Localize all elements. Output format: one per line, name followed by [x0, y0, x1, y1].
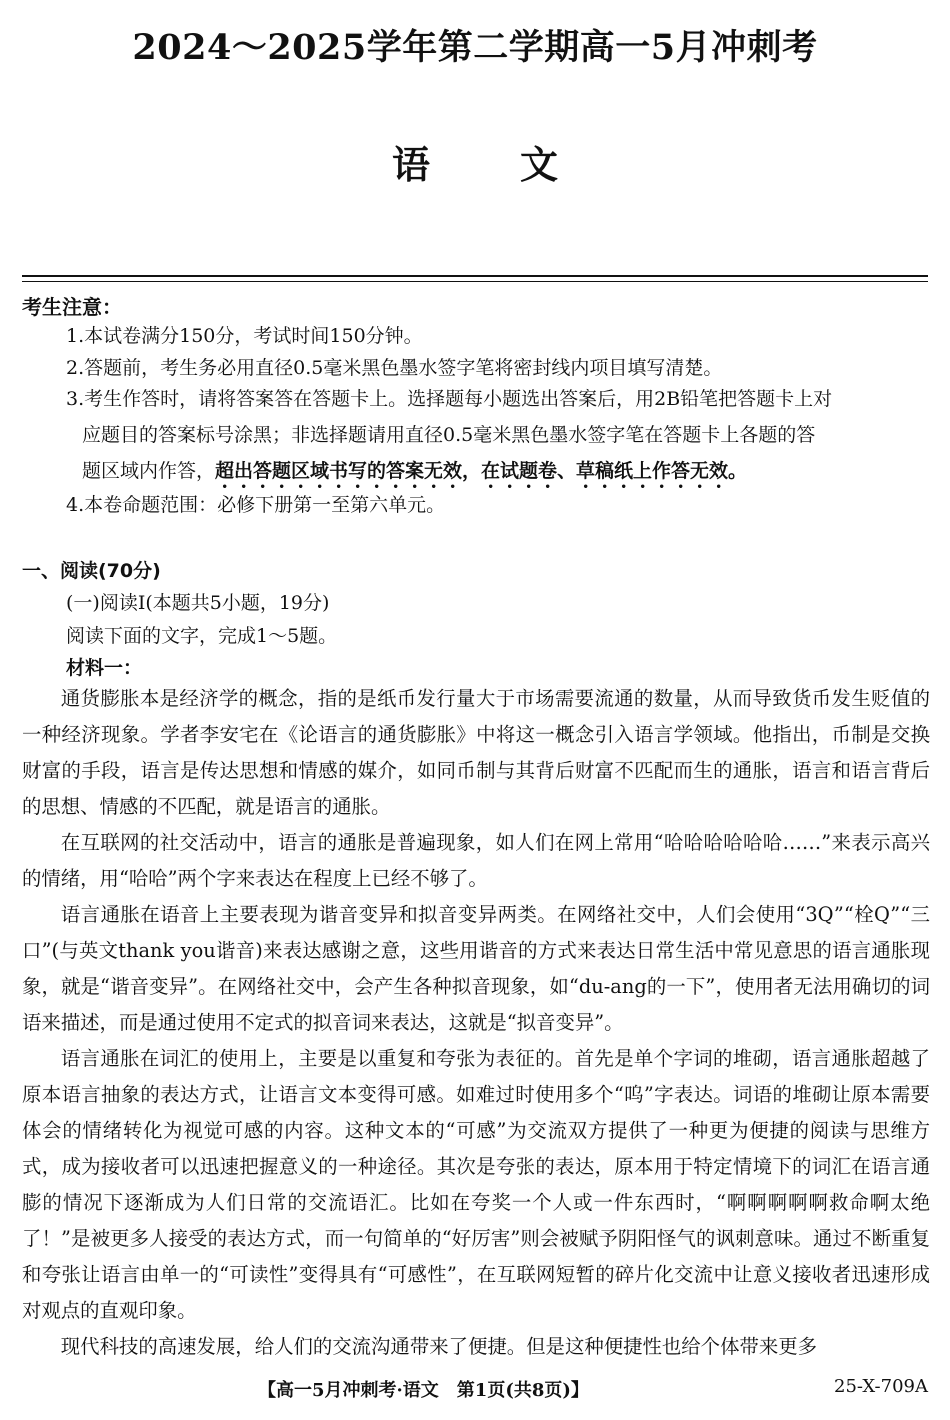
- notice-item-3-line-1: 3.考生作答时，请将答案答在答题卡上。选择题每小题选出答案后，用2B铅笔把答题卡上对: [66, 388, 833, 410]
- passage-paragraph: 在互联网的社交活动中，语言的通胀是普遍现象，如人们在网上常用“哈哈哈哈哈哈……”来表示高兴的情绪，用“哈哈”两个字来表达在程度上已经不够了。: [22, 831, 930, 890]
- notice-item-3-plain: 题区域内作答，: [82, 460, 216, 482]
- page-title: 2024～2025学年第二学期高一5月冲刺考: [132, 27, 818, 68]
- header-rule-thick: [22, 275, 928, 277]
- section-title: 一、阅读(70分): [22, 560, 161, 582]
- material-label: 材料一：: [66, 657, 143, 679]
- passage-paragraph: 语言通胀在语音上主要表现为谐音变异和拟音变异两类。在网络社交中，人们会使用“3Q”“栓Q”“三口”(与英文thank you谐音)来表达感谢之意，这些用谐音的方式来表达日常生活中常见意思的语言通胀现象，就是“谐音变异”。在网络社交中，会产生各种拟音现象，如“du-ang的一下”，使用者无法用确切的词语来描述，而是通过使用不定式的拟音词来表达，这就是“拟音变异”。: [22, 903, 930, 1034]
- notice-item-3: [66, 381, 930, 493]
- passage-paragraph: 通货膨胀本是经济学的概念，指的是纸币发行量大于市场需要流通的数量，从而导致货币发生贬值的一种经济现象。学者李安宅在《论语言的通货膨胀》中将这一概念引入语言学领域。他指出，币制是交换财富的手段，语言是传达思想和情感的媒介，如同币制与其背后财富不匹配而生的通胀，语言和语言背后的思想、情感的不匹配，就是语言的通胀。: [22, 687, 930, 818]
- passage-paragraph: 现代科技的高速发展，给人们的交流沟通带来了便捷。但是这种便捷性也给个体带来更多: [60, 1335, 818, 1358]
- passage: [22, 681, 930, 1365]
- subject-title: 语文: [391, 142, 648, 187]
- section-subtitle: (一)阅读Ⅰ(本题共5小题，19分): [66, 592, 330, 614]
- notice-item-3-line-2: 应题目的答案标号涂黑；非选择题请用直径0.5毫米黑色墨水签字笔在答题卡上各题的答: [82, 424, 816, 446]
- footer-page-info: 【高一5月冲刺考·语文 第1页(共8页)】: [258, 1380, 589, 1401]
- notice-item-4: 4.本卷命题范围：必修下册第一至第六单元。: [66, 494, 446, 516]
- notice-item-1: 1.本试卷满分150分，考试时间150分钟。: [66, 325, 423, 347]
- notice-item-2: 2.答题前，考生务必用直径0.5毫米黑色墨水签字笔将密封线内项目填写清楚。: [66, 357, 723, 379]
- notice-item-3-emphasis: 超出答题区域书写的答案无效，在试题卷、草稿纸上作答无效。: [215, 460, 748, 482]
- passage-paragraph: 语言通胀在词汇的使用上，主要是以重复和夸张为表征的。首先是单个字词的堆砌，语言通胀超越了原本语言抽象的表达方式，让语言文本变得可感。如难过时使用多个“呜”字表达。词语的堆砌让原本需要体会的情绪转化为视觉可感的内容。这种文本的“可感”为交流双方提供了一种更为便捷的阅读与思维方式，成为接收者可以迅速把握意义的一种途径。其次是夸张的表达，原本用于特定情境下的词汇在语言通膨的情况下逐渐成为人们日常的交流语汇。比如在夸奖一个人或一件东西时，“啊啊啊啊啊救命啊太绝了！”是被更多人接受的表达方式，而一句简单的“好厉害”则会被赋予阴阳怪气的讽刺意味。通过不断重复和夸张让语言由单一的“可读性”变得具有“可感性”，在互联网短暂的碎片化交流中让意义接收者迅速形成对观点的直观印象。: [22, 1047, 930, 1322]
- notice-heading: 考生注意：: [22, 295, 122, 319]
- section-instruction: 阅读下面的文字，完成1～5题。: [66, 625, 338, 647]
- header-rule-thin: [22, 281, 928, 282]
- footer-exam-code: 25-X-709A: [834, 1376, 928, 1397]
